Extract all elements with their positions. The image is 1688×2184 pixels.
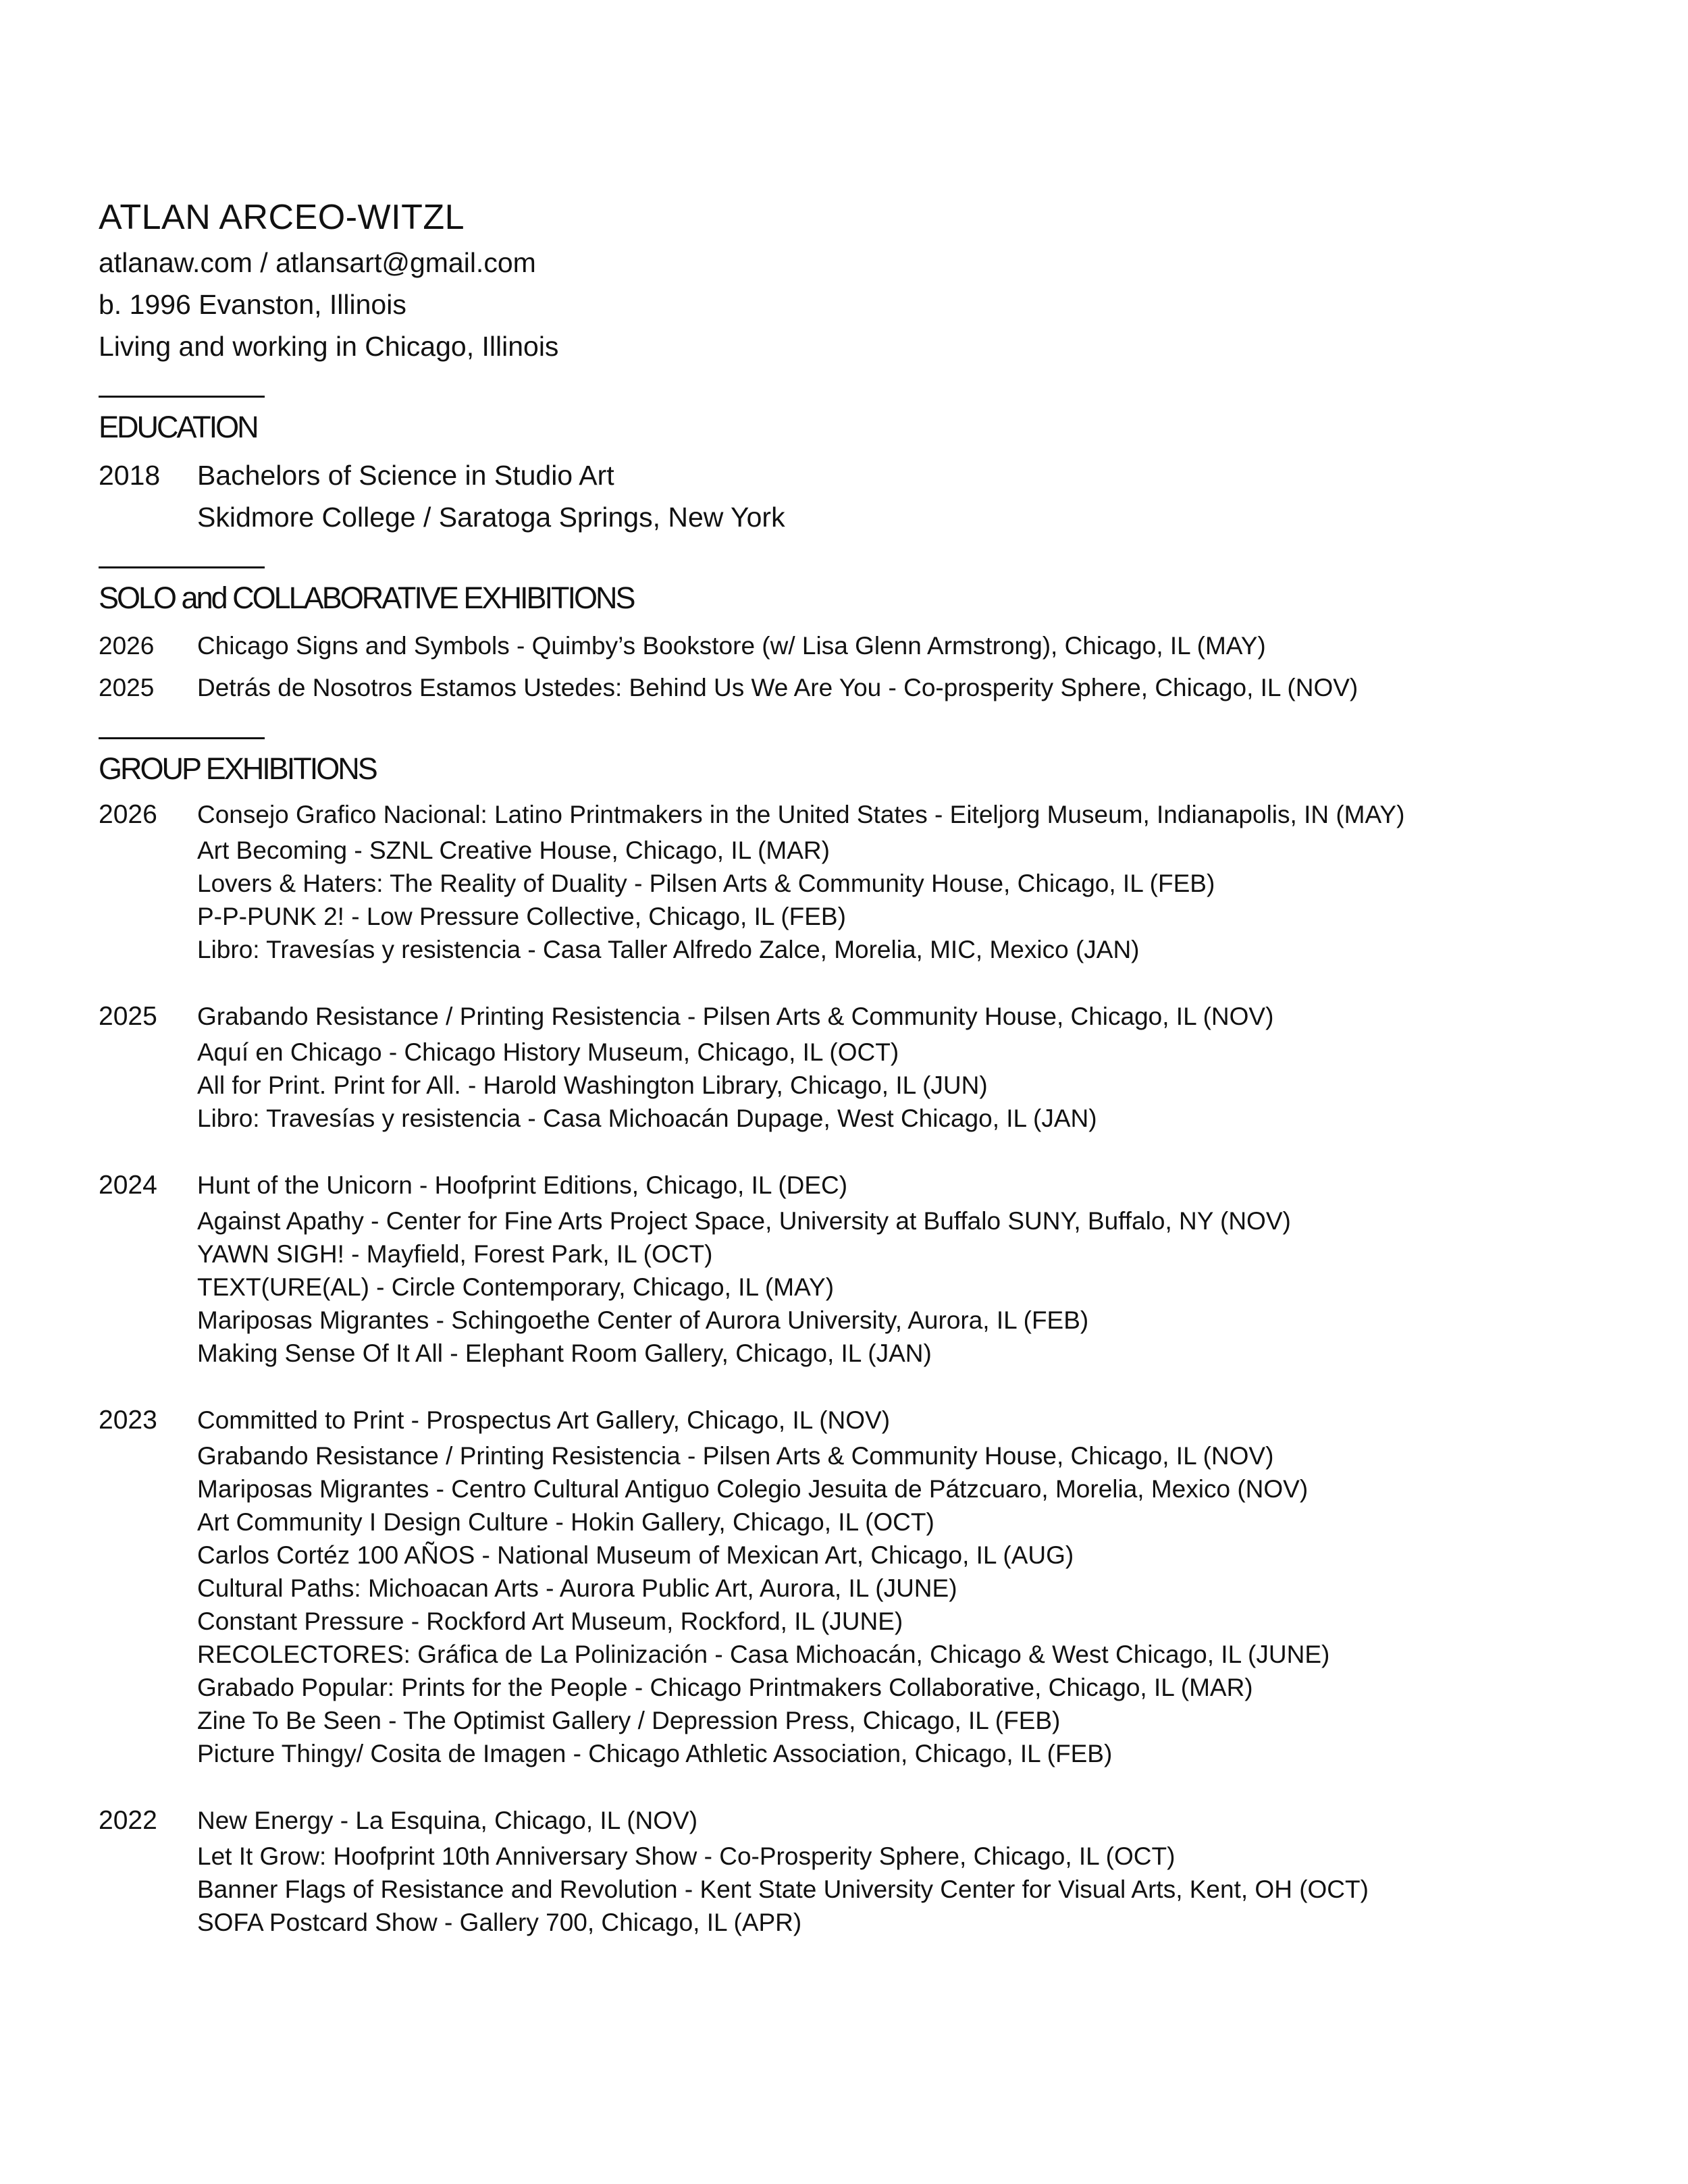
year-block	[99, 998, 1652, 1135]
entry-year: 2018	[99, 460, 161, 491]
solo-exhibitions-heading: SOLO and COLLABORATIVE EXHIBITIONS	[99, 581, 634, 615]
exhibition-entry: RECOLECTORES: Gráfica de La Polinización - Casa Michoacán, Chicago & West Chicago, IL (JUNE)	[197, 1641, 1330, 1668]
exhibition-entry: Carlos Cortéz 100 AÑOS - National Museum of Mexican Art, Chicago, IL (AUG)	[197, 1541, 1074, 1569]
exhibition-entry: Mariposas Migrantes - Centro Cultural Antiguo Colegio Jesuita de Pátzcuaro, Morelia, Mexico (NOV)	[197, 1475, 1309, 1503]
exhibition-entry: Art Becoming - SZNL Creative House, Chicago, IL (MAR)	[197, 836, 830, 864]
education-list	[99, 454, 1652, 538]
exhibition-entry: Grabado Popular: Prints for the People - Chicago Printmakers Collaborative, Chicago, IL (MAR)	[197, 1674, 1253, 1701]
year-block	[99, 1802, 1652, 1939]
exhibition-entry: All for Print. Print for All. - Harold Washington Library, Chicago, IL (JUN)	[197, 1071, 988, 1099]
birth-line: b. 1996 Evanston, Illinois	[99, 289, 406, 320]
exhibition-entry: Picture Thingy/ Cosita de Imagen - Chicago Athletic Association, Chicago, IL (FEB)	[197, 1740, 1113, 1767]
exhibition-entry: Art Community I Design Culture - Hokin Gallery, Chicago, IL (OCT)	[197, 1508, 934, 1536]
section-divider	[99, 396, 265, 398]
entry-year: 2024	[99, 1171, 157, 1200]
exhibition-entry: Libro: Travesías y resistencia - Casa Taller Alfredo Zalce, Morelia, MIC, Mexico (JAN)	[197, 936, 1140, 963]
solo-exhibitions-list	[99, 625, 1652, 709]
group-exhibitions-heading: GROUP EXHIBITIONS	[99, 751, 376, 786]
entry-line: Chicago Signs and Symbols - Quimby’s Bookstore (w/ Lisa Glenn Armstrong), Chicago, IL (MAY)	[197, 632, 1266, 660]
year-block	[99, 796, 1652, 966]
exhibition-entry: Committed to Print - Prospectus Art Gallery, Chicago, IL (NOV)	[197, 1406, 891, 1434]
exhibition-entry: Grabando Resistance / Printing Resistencia - Pilsen Arts & Community House, Chicago, IL (NOV)	[197, 1442, 1274, 1470]
exhibition-entry: YAWN SIGH! - Mayfield, Forest Park, IL (OCT)	[197, 1240, 713, 1268]
exhibition-entry: Consejo Grafico Nacional: Latino Printmakers in the United States - Eiteljorg Museum, Indianapolis, IN (MAY)	[197, 801, 1405, 828]
exhibition-entry: Aquí en Chicago - Chicago History Museum, Chicago, IL (OCT)	[197, 1038, 899, 1066]
education-entry	[99, 454, 1652, 538]
education-heading: EDUCATION	[99, 410, 257, 444]
exhibition-entry	[99, 625, 1652, 667]
year-block	[99, 1167, 1652, 1370]
exhibition-entry: Making Sense Of It All - Elephant Room Gallery, Chicago, IL (JAN)	[197, 1339, 932, 1367]
exhibition-entry: Libro: Travesías y resistencia - Casa Michoacán Dupage, West Chicago, IL (JAN)	[197, 1104, 1097, 1132]
entry-year: 2023	[99, 1406, 157, 1435]
entry-year: 2025	[99, 674, 155, 701]
cv-page	[99, 196, 1652, 1971]
entry-line: Skidmore College / Saratoga Springs, New York	[197, 502, 785, 533]
contact-line: atlanaw.com / atlansart@gmail.com	[99, 247, 536, 278]
exhibition-entry: Mariposas Migrantes - Schingoethe Center of Aurora University, Aurora, IL (FEB)	[197, 1306, 1089, 1334]
exhibition-entry: Cultural Paths: Michoacan Arts - Aurora Public Art, Aurora, IL (JUNE)	[197, 1574, 957, 1602]
contact-block	[99, 242, 1652, 367]
entry-line: Bachelors of Science in Studio Art	[197, 460, 614, 491]
exhibition-entry: New Energy - La Esquina, Chicago, IL (NOV)	[197, 1807, 698, 1834]
group-exhibitions-list	[99, 796, 1652, 1939]
exhibition-entry: Grabando Resistance / Printing Resistencia - Pilsen Arts & Community House, Chicago, IL (NOV)	[197, 1003, 1274, 1030]
artist-name: ATLAN ARCEO-WITZL	[99, 198, 465, 237]
exhibition-entry: TEXT(URE(AL) - Circle Contemporary, Chicago, IL (MAY)	[197, 1273, 835, 1301]
entry-year: 2022	[99, 1806, 157, 1835]
section-divider	[99, 737, 265, 739]
exhibition-entry: Constant Pressure - Rockford Art Museum, Rockford, IL (JUNE)	[197, 1607, 903, 1635]
exhibition-entry: Zine To Be Seen - The Optimist Gallery / Depression Press, Chicago, IL (FEB)	[197, 1707, 1061, 1734]
exhibition-entry: Hunt of the Unicorn - Hoofprint Editions, Chicago, IL (DEC)	[197, 1171, 848, 1199]
exhibition-entry: SOFA Postcard Show - Gallery 700, Chicago, IL (APR)	[197, 1909, 802, 1936]
section-divider	[99, 566, 265, 568]
entry-year: 2025	[99, 1002, 157, 1031]
entry-year: 2026	[99, 800, 157, 829]
entry-line: Detrás de Nosotros Estamos Ustedes: Behind Us We Are You - Co-prosperity Sphere, Chicago, IL (NOV)	[197, 674, 1359, 701]
exhibition-entry: Lovers & Haters: The Reality of Duality - Pilsen Arts & Community House, Chicago, IL (FEB)	[197, 870, 1215, 897]
exhibition-entry: P-P-PUNK 2! - Low Pressure Collective, Chicago, IL (FEB)	[197, 903, 846, 930]
exhibition-entry	[99, 667, 1652, 709]
exhibition-entry: Against Apathy - Center for Fine Arts Project Space, University at Buffalo SUNY, Buffalo, NY (NOV)	[197, 1207, 1291, 1235]
exhibition-entry: Let It Grow: Hoofprint 10th Anniversary Show - Co-Prosperity Sphere, Chicago, IL (OCT)	[197, 1842, 1176, 1870]
year-block	[99, 1402, 1652, 1770]
location-line: Living and working in Chicago, Illinois	[99, 331, 559, 362]
exhibition-entry: Banner Flags of Resistance and Revolution - Kent State University Center for Visual Arts, Kent, OH (OCT)	[197, 1875, 1369, 1903]
entry-year: 2026	[99, 632, 155, 660]
